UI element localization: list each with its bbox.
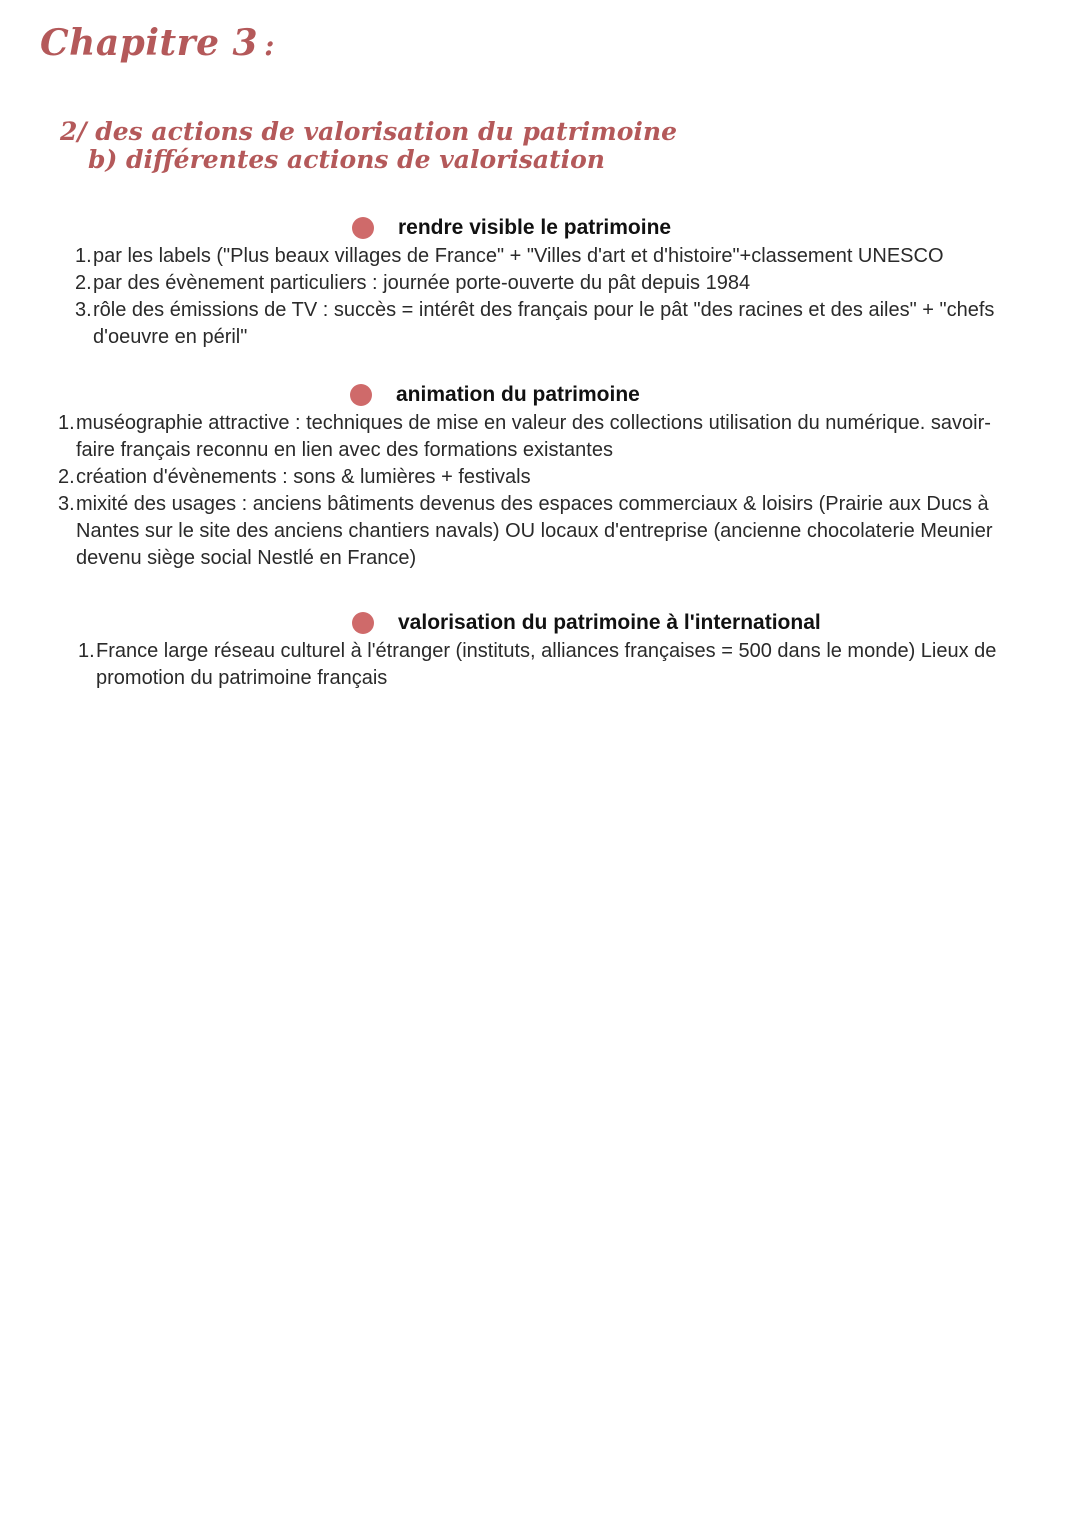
item-number: 2. — [58, 466, 75, 488]
chapter-title — [40, 22, 275, 64]
section-subheading: b) différentes actions de valorisation — [88, 145, 605, 174]
list-item — [75, 297, 1003, 351]
list-item — [58, 410, 1006, 464]
list-item — [75, 243, 1003, 270]
bullet-dot-icon — [350, 384, 372, 406]
item-text: muséographie attractive : techniques de mise en valeur des collections utilisation du numérique. savoir-faire français reconnu en lien avec des formations existantes — [76, 412, 991, 461]
chapter-title-colon: : — [264, 29, 275, 62]
block-title: animation du patrimoine — [396, 383, 640, 406]
section-heading — [60, 118, 677, 174]
list-item — [78, 638, 1001, 692]
block-title: rendre visible le patrimoine — [398, 216, 672, 239]
item-list — [78, 638, 1001, 692]
bullet-dot-icon — [352, 612, 374, 634]
bullet-dot-icon — [352, 217, 374, 239]
item-number: 1. — [58, 412, 75, 434]
block-header — [352, 611, 821, 635]
block-header — [352, 216, 671, 240]
item-text: par des évènement particuliers : journée porte-ouverte du pât depuis 1984 — [93, 272, 751, 294]
list-item — [58, 464, 1006, 491]
list-item — [75, 270, 1003, 297]
item-text: France large réseau culturel à l'étranger (instituts, alliances françaises = 500 dans le monde) Lieux de promotion du patrimoine français — [96, 640, 997, 689]
item-list — [75, 243, 1003, 351]
item-number: 1. — [75, 245, 92, 267]
item-number: 1. — [78, 640, 95, 662]
section-heading-main: 2/ des actions de valorisation du patrimoine — [60, 117, 677, 146]
item-list — [58, 410, 1006, 572]
item-text: mixité des usages : anciens bâtiments devenus des espaces commerciaux & loisirs (Prairie aux Ducs à Nantes sur le site des anciens chantiers navals) OU locaux d'entreprise (ancienne chocolaterie Meunier devenu siège social Nestlé en France) — [76, 493, 993, 569]
item-text: rôle des émissions de TV : succès = intérêt des français pour le pât "des racines et des ailes" + "chefs d'oeuvre en péril" — [93, 299, 995, 348]
chapter-title-text: Chapitre 3 — [40, 22, 259, 64]
item-number: 2. — [75, 272, 92, 294]
block-title: valorisation du patrimoine à l'international — [398, 611, 821, 634]
item-text: création d'évènements : sons & lumières + festivals — [76, 466, 531, 488]
item-text: par les labels ("Plus beaux villages de France" + "Villes d'art et d'histoire"+classement UNESCO — [93, 245, 944, 267]
block-header — [350, 383, 640, 407]
item-number: 3. — [58, 493, 75, 515]
list-item — [58, 491, 1006, 572]
item-number: 3. — [75, 299, 92, 321]
